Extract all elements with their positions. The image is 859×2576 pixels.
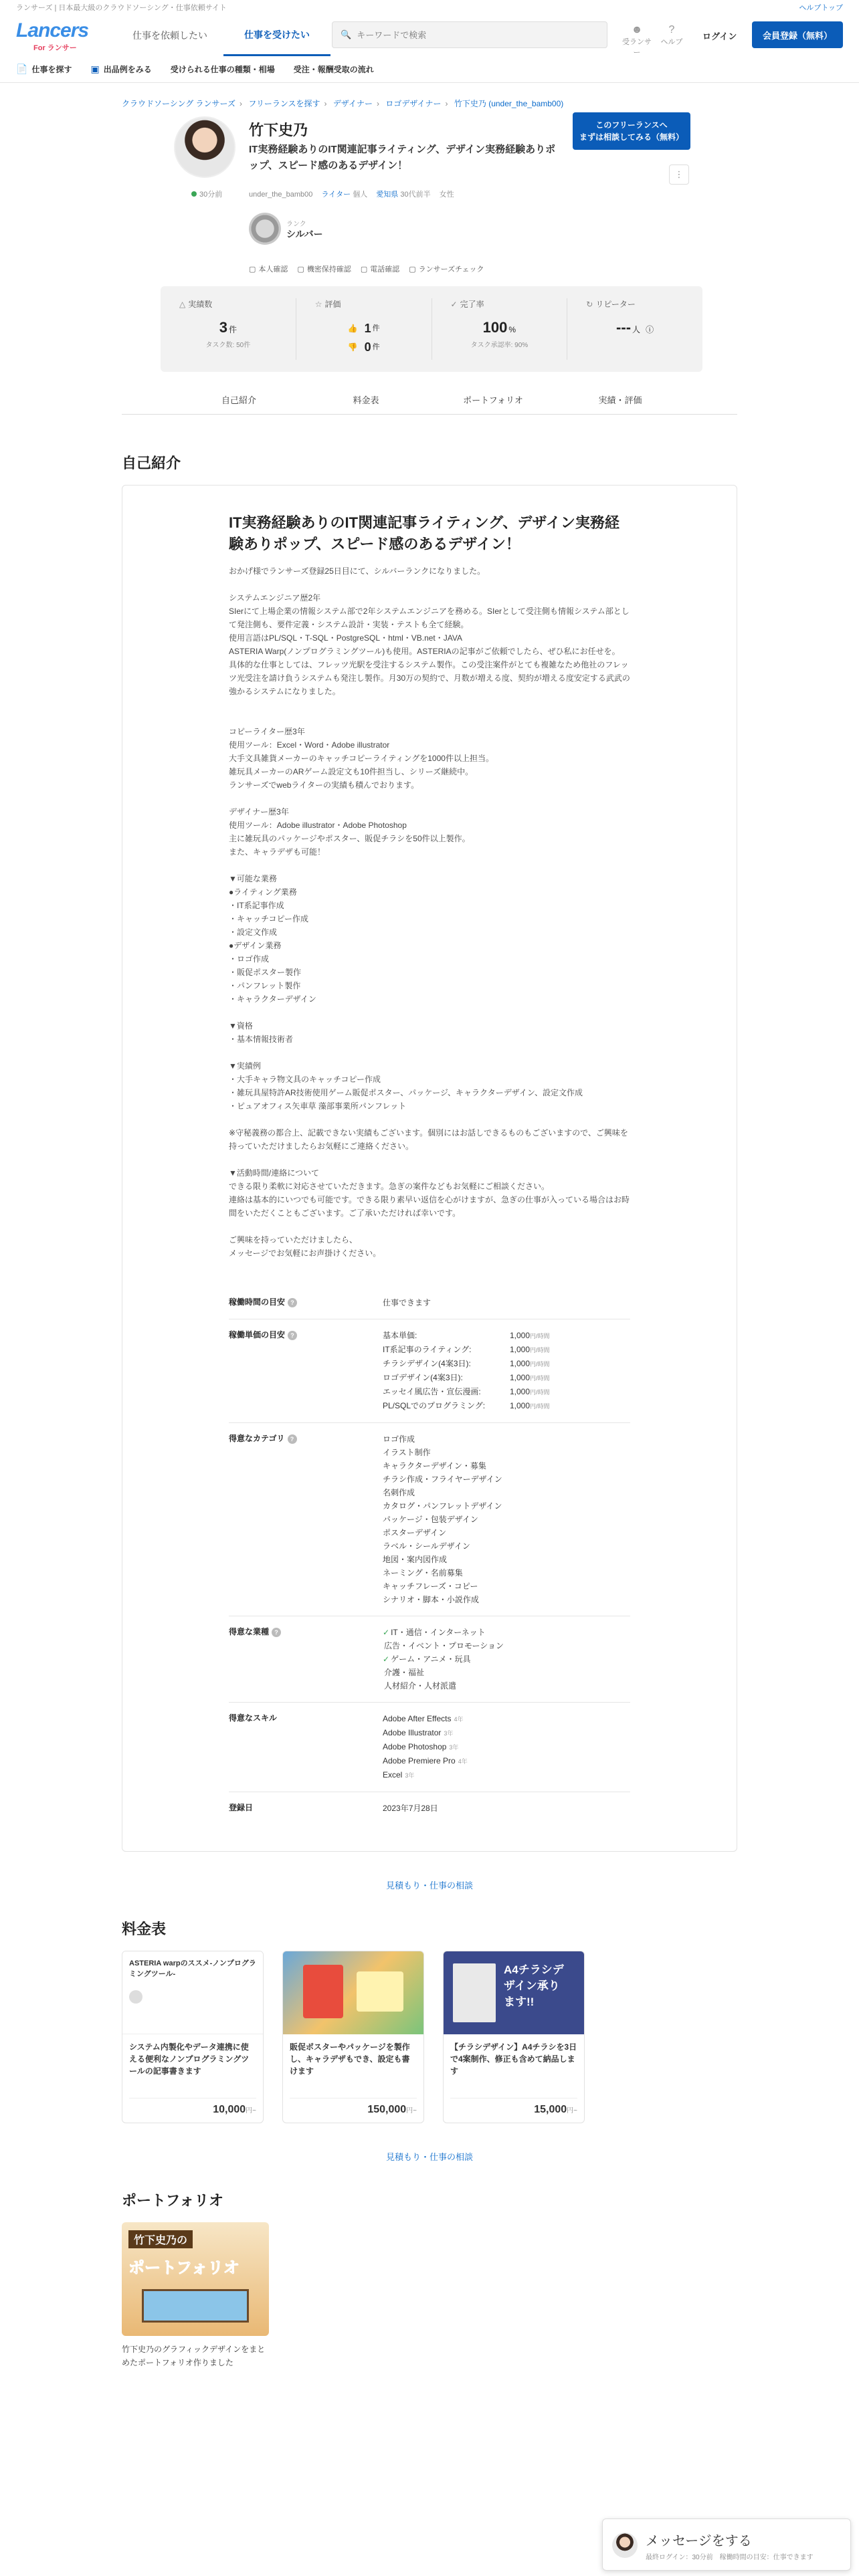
row-skills: 得意なスキル Adobe After Effects 4年 Adobe Illustrator 3年 Adobe Photoshop 3年 Adobe Premiere Pro 4年 Excel 3年 [229, 1703, 630, 1792]
check-icon: ▢ [249, 265, 256, 274]
check-icon: ✓ [383, 1628, 390, 1637]
intro-section-title: 自己紹介 [122, 455, 181, 471]
search-icon: 🔍 [341, 29, 352, 39]
help-icon[interactable]: ? [288, 1434, 297, 1444]
consult-button[interactable]: このフリーランスへ まずは相談してみる（無料） [573, 112, 690, 150]
signup-button[interactable]: 会員登録（無料） [752, 21, 843, 48]
breadcrumb: クラウドソーシング ランサーズ › フリーランスを探す › デザイナー › ロゴデザイナー › 竹下史乃 (under_the_bamb00) [122, 99, 564, 108]
lancers-logo[interactable]: Lancers For ランサー [16, 19, 89, 52]
category-item: カタログ・パンフレットデザイン [383, 1501, 502, 1511]
breadcrumb-current[interactable]: 竹下史乃 (under_the_bamb00) [454, 99, 564, 108]
subnav-listings[interactable]: ▣ 出品例をみる [90, 64, 152, 74]
document-icon: 📄 [16, 64, 28, 74]
plan-card[interactable]: 販促ポスターやパッケージを製作し、キャラデザもでき、設定も書けます 150,000円~ [282, 1951, 424, 2123]
tab-intro[interactable]: 自己紹介 [221, 395, 256, 405]
pricing-plans [122, 1951, 737, 2123]
stat-rating: ☆ 評価 👍 1 件 👎 0 件 [296, 298, 432, 360]
site-tagline: ランサーズ | 日本最大級のクラウドソーシング・仕事依頼サイト [16, 4, 227, 12]
plan-card[interactable]: A4チラシデザイン承ります!! 【チラシデザイン】A4チラシを3日で4案制作、修正も含めて納品します 15,000円~ [443, 1951, 585, 2123]
avatar [612, 2533, 638, 2558]
fee-item: IT系記事のライティング: 1,000円/時間 [383, 1345, 550, 1354]
breadcrumb-link[interactable]: フリーランスを探す [248, 99, 320, 108]
online-status: 30分前 [191, 189, 222, 199]
category-item: キャラクターデザイン・募集 [383, 1461, 486, 1471]
detail-list [229, 1287, 630, 1824]
intro-body: おかげ様でランサーズ登録25日目にて、シルバーランクになりました。 システムエンジニア歴2年 SIerにて上場企業の情報システム部で2年システムエンジニアを務める。SIerとして受注側も情報システム部として発注側も、要件定義・システム設計・実装・テストも全て経験。 使用言語はPL/SQL・T-SQL・PostgreSQL・html・VB.net・JAVA ASTERIA Warp(ノンプログラミングツール)も使用。ASTERIAの記事がご依頼でしたら、ぜひ私にお任せを。 具体的な仕事としては、フレッツ光駅を受注するシステム製作。この受注案件がとても複雑なため他社のフレッツ光受注を請け負うシステムも発注し製作。月30万の契約で、月数が増える度、契約が増える度安定する武武の強かるシステムになりました。 コピーライター歴3年 使用ツール：Excel・Word・Adobe illustrator 大手文具雑貨メーカーのキャッチコピーライティングを1000件以上担当。 雑玩具メーカーのARゲーム設定文も10件担当し、シリーズ継続中。 ランサーズでwebライターの実績も積んでおります。 デザイナー歴3年 使用ツール：Adobe illustrator・Adobe Photoshop 主に雑玩具のパッケージやポスター、販促チラシを50件以上製作。 また、キャラデザも可能！ ▼可能な業務 ●ライティング業務 ・IT系記事作成 ・キャッチコピー作成 ・設定文作成 ●デザイン業務 ・ロゴ作成 ・販促ポスター製作 ・パンフレット製作 ・キャラクターデザイン ▼資格 ・基本情報技術者 ▼実績例 ・大手キャラ物文具のキャッチコピー作成 ・雑玩具屋特許AR技術使用ゲーム販促ポスター、パッケージ、キャラクターデザイン、設定文作成 ・ピュアオフィス矢車草 藻部事業所パンフレット ※守秘義務の都合上、記載できない実績もございます。個別にはお話しできるものもございますので、ご興味を持っていただけましたらお気軽にご連絡ください。 ▼活動時間/連絡について できる限り柔軟に対応させていただきます。急ぎの案件などもお気軽にご相談ください。 連絡は基本的にいつでも可能です。できる限り素早い返信を心がけますが、急ぎの仕事が入っている場合はお時間をいただくこともございます。ご了承いただければ幸いです。 ご興味を持っていただけましたら、 メッセージでお気軽にお声掛けください。 [229, 566, 630, 1258]
industry-item: 人材紹介・人材派遣 [384, 1681, 457, 1691]
category-item: ポスターデザイン [383, 1528, 447, 1537]
thumbs-down-icon: 👎 [347, 342, 358, 352]
portfolio-item[interactable] [122, 2222, 269, 2369]
profile-header [122, 112, 737, 405]
profile-tabs [122, 387, 737, 415]
category-item: キャッチフレーズ・コピー [383, 1582, 478, 1591]
header-icons [619, 24, 689, 58]
avatar [129, 1990, 142, 2004]
pricing-section-title: 料金表 [122, 1921, 167, 1937]
row-hours: 稼働時間の目安 ? 仕事できます [229, 1287, 630, 1319]
subnav-work-types[interactable]: 受けられる仕事の種類・相場 [170, 65, 275, 74]
sub-nav [0, 56, 859, 83]
portfolio-title: 竹下史乃のグラフィックデザインをまとめたポートフォリオ作りました [122, 2345, 266, 2367]
profile-catchphrase: IT実務経験ありのIT関連記事ライティング、デザイン実務経験ありポップ、スピード感のあるデザイン！ [249, 144, 556, 171]
subnav-flow[interactable]: 受注・報酬受取の流れ [293, 65, 374, 74]
nav-request-work[interactable]: 仕事を依頼したい [132, 30, 207, 41]
subnav-find-work[interactable]: 📄 仕事を探す [16, 64, 72, 74]
row-registered: 登録日 2023年7月28日 [229, 1803, 438, 1813]
category-item: イラスト制作 [383, 1448, 431, 1457]
rank-value: シルバー [286, 229, 323, 239]
check-icon: ▢ [409, 265, 416, 274]
fee-item: ロゴデザイン(4案3日): 1,000円/時間 [383, 1373, 550, 1382]
plan-thumbnail: A4チラシデザイン承ります!! [444, 1951, 584, 2034]
header-person-link[interactable]: ☻ 受ランサー [619, 24, 654, 58]
check-icon: ▢ [297, 265, 304, 274]
portfolio-section-title: ポートフォリオ [122, 2192, 224, 2209]
badge-lancers-check: ▢ ランサーズチェック [409, 265, 484, 274]
help-icon: ? [668, 24, 675, 35]
stat-achievements: △ 実績数 3 件 タスク数: 50件 [161, 298, 296, 360]
header-help-link[interactable]: ? ヘルプ [654, 24, 689, 58]
repeat-icon: ↻ [586, 300, 593, 309]
consult-link[interactable]: 見積もり・仕事の相談 [385, 1881, 473, 1891]
skill-item: Adobe Premiere Pro 4年 [383, 1756, 468, 1765]
person-icon: ☻ [631, 24, 643, 35]
row-fees: 稼働単価の目安 ? 基本単価: 1,000円/時間 IT系記事のライティング: 1,000円/時間 チラシデザイン(4案3日): 1,000円/時間 ロゴデザイン(4案3日): 1,000円/時間 エッセイ風広告・宣伝漫画: 1,000円/時間 PL/SQLでのプログラミング: 1,000円/時間 [229, 1319, 630, 1423]
header [0, 15, 859, 56]
fee-item: PL/SQLでのプログラミング: 1,000円/時間 [383, 1401, 550, 1410]
badge-phone: ▢ 電話確認 [360, 265, 400, 274]
help-icon[interactable]: ? [288, 1331, 297, 1340]
plan-card[interactable]: ASTERIA warpのススメ-ノンプログラミングツール- システム内製化やデータ連携に使える便利なノンプログラミングツールの記事書きます 10,000円~ [122, 1951, 264, 2123]
fee-item: 基本単価: 1,000円/時間 [383, 1331, 550, 1340]
tab-pricing[interactable]: 料金表 [353, 395, 379, 405]
breadcrumb-link[interactable]: デザイナー [332, 99, 373, 108]
tab-reviews[interactable]: 実績・評価 [598, 395, 642, 405]
info-icon[interactable]: ⓘ [646, 325, 654, 334]
row-industries: 得意な業種 ? ✓ IT・通信・インターネット 広告・イベント・プロモーション ✓ ゲーム・アニメ・玩具 介護・福祉 人材紹介・人材派遣 [229, 1616, 630, 1703]
profile-name: 竹下史乃 [249, 122, 308, 138]
main-content [122, 83, 737, 2369]
badge-identity: ▢ 本人確認 [249, 265, 288, 274]
plan-thumbnail: ASTERIA warpのススメ-ノンプログラミングツール- [122, 1951, 263, 2034]
skill-item: Adobe Photoshop 3年 [383, 1742, 459, 1751]
skill-item: Adobe Illustrator 3年 [383, 1728, 454, 1737]
avatar [174, 116, 235, 178]
industry-item: ✓ IT・通信・インターネット [383, 1628, 486, 1637]
breadcrumb-link[interactable]: クラウドソーシング ランサーズ [122, 99, 235, 108]
message-button[interactable] [602, 2518, 851, 2571]
nav-receive-work[interactable]: 仕事を受けたい [223, 15, 330, 56]
intro-card [122, 485, 737, 1852]
search-box [332, 21, 607, 48]
industry-item: ✓ ゲーム・アニメ・玩具 [383, 1654, 471, 1664]
category-item: パッケージ・包装デザイン [383, 1515, 478, 1524]
check-circle-icon: ✓ [450, 300, 458, 309]
share-icon: ⋮ [674, 169, 684, 179]
fee-item: エッセイ風広告・宣伝漫画: 1,000円/時間 [383, 1387, 550, 1396]
rank-label: ランク [286, 221, 306, 228]
industry-item: 介護・福祉 [384, 1668, 425, 1677]
thumbs-up-icon: 👍 [347, 324, 358, 333]
help-icon[interactable]: ? [288, 1298, 297, 1307]
tab-portfolio[interactable]: ポートフォリオ [463, 395, 523, 405]
fee-item: チラシデザイン(4案3日): 1,000円/時間 [383, 1359, 550, 1368]
category-item: シナリオ・脚本・小説作成 [383, 1595, 479, 1604]
consult-link-2[interactable]: 見積もり・仕事の相談 [385, 2152, 473, 2162]
category-item: チラシ作成・フライヤーデザイン [383, 1475, 502, 1484]
star-icon: ☆ [314, 300, 322, 309]
category-item: ロゴ作成 [383, 1434, 415, 1444]
online-dot-icon [191, 191, 197, 197]
skill-item: Adobe After Effects 4年 [383, 1714, 464, 1723]
category-item: 地図・案内図作成 [383, 1555, 448, 1564]
category-item: ラベル・シールデザイン [383, 1541, 470, 1551]
portfolio-thumbnail: 竹下史乃の ポートフォリオ [122, 2222, 269, 2336]
category-item: ネーミング・名前募集 [383, 1568, 463, 1578]
help-icon[interactable]: ? [272, 1628, 281, 1637]
verification-badges [249, 263, 494, 274]
check-icon: ✓ [383, 1654, 390, 1664]
share-button[interactable] [669, 165, 689, 185]
trophy-icon: △ [179, 300, 186, 309]
skill-item: Excel 3年 [383, 1770, 415, 1780]
message-title: メッセージをする [646, 2534, 752, 2549]
silver-medal-icon [249, 213, 281, 245]
plan-thumbnail [283, 1951, 423, 2034]
stat-repeater: ↻ リピーター --- 人 ⓘ [586, 300, 654, 336]
row-categories: 得意なカテゴリ ? ロゴ作成 イラスト制作 キャラクターデザイン・募集 チラシ作成・フライヤーデザイン 名刺作成 カタログ・パンフレットデザイン パッケージ・包装デザイン ポスターデザイン ラベル・シールデザイン 地図・案内図作成 ネーミング・名前募集 キャッチフレーズ・コピー シナリオ・脚本・小説作成 [229, 1423, 630, 1616]
check-icon: ▢ [360, 265, 368, 274]
intro-title: IT実務経験ありのIT関連記事ライティング、デザイン実務経験ありポップ、スピード感のあるデザイン！ [229, 514, 619, 552]
help-top-link[interactable]: ヘルプトップ [799, 4, 843, 12]
meta-location-link[interactable]: 愛知県 [376, 191, 399, 199]
search-input[interactable] [357, 30, 584, 40]
stats-panel [161, 286, 702, 372]
login-link[interactable]: ログイン [702, 31, 737, 41]
profile-meta: under_the_bamb00 ライター 個人 愛知県 30代前半 女性 [249, 191, 454, 199]
industry-item: 広告・イベント・プロモーション [384, 1641, 504, 1650]
meta-job-link[interactable]: ライター [321, 191, 351, 199]
top-strip [0, 0, 859, 15]
message-sub: 最終ログイン：30分前 稼働時間の目安：仕事できます [646, 2554, 814, 2561]
category-item: 名刺作成 [383, 1488, 415, 1497]
stat-completion: ✓ 完了率 100 % タスク承認率: 90% [432, 298, 568, 360]
badge-nda: ▢ 機密保持確認 [297, 265, 351, 274]
breadcrumb-link[interactable]: ロゴデザイナー [385, 99, 442, 108]
main-nav [116, 15, 330, 56]
shop-icon: ▣ [90, 64, 100, 74]
